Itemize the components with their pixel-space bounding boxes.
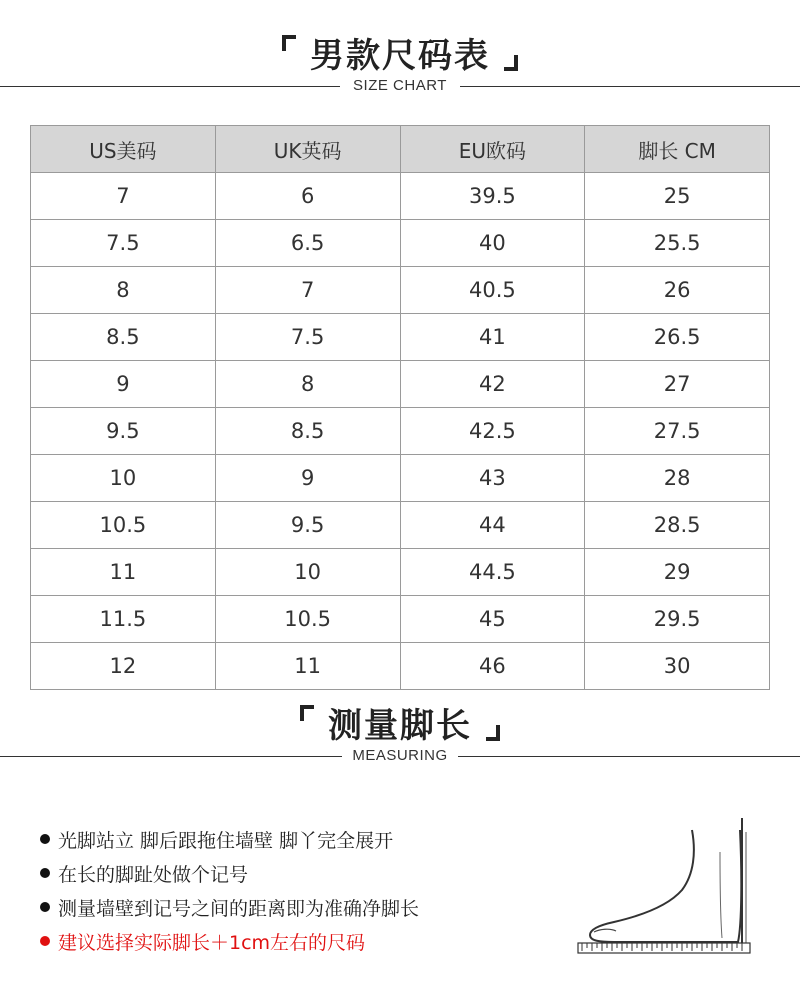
table-row	[31, 455, 770, 502]
size-chart-subtitle: SIZE CHART	[353, 77, 447, 94]
instruction-item	[40, 856, 580, 890]
bullet-dot-icon	[40, 834, 50, 844]
table-row	[31, 502, 770, 549]
table-row	[31, 267, 770, 314]
table-cell: 11	[31, 549, 216, 596]
table-row	[31, 173, 770, 220]
table-cell: 45	[400, 596, 585, 643]
table-cell: 40	[400, 220, 585, 267]
instruction-text: 在长的脚趾处做个记号	[58, 863, 249, 886]
table-header-row	[31, 126, 770, 173]
table-cell: 10.5	[215, 596, 400, 643]
instruction-item	[40, 890, 580, 924]
table-row	[31, 220, 770, 267]
table-cell: 7	[215, 267, 400, 314]
table-row	[31, 643, 770, 690]
measuring-subtitle: MEASURING	[352, 747, 448, 764]
table-cell: 6.5	[215, 220, 400, 267]
measuring-divider	[0, 747, 800, 767]
table-cell: 43	[400, 455, 585, 502]
table-row	[31, 361, 770, 408]
table-cell: 42.5	[400, 408, 585, 455]
size-chart-title: 男款尺码表	[310, 36, 490, 76]
header-eu: EU欧码	[400, 126, 585, 173]
table-cell: 40.5	[400, 267, 585, 314]
table-cell: 42	[400, 361, 585, 408]
header-foot-length: 脚长 CM	[585, 126, 770, 173]
table-cell: 7.5	[215, 314, 400, 361]
table-row	[31, 549, 770, 596]
corner-bracket-icon	[300, 705, 314, 721]
table-cell: 27	[585, 361, 770, 408]
table-cell: 29.5	[585, 596, 770, 643]
table-cell: 26.5	[585, 314, 770, 361]
table-cell: 8	[31, 267, 216, 314]
table-cell: 41	[400, 314, 585, 361]
table-cell: 30	[585, 643, 770, 690]
header-us: US美码	[31, 126, 216, 173]
measuring-title: 测量脚长	[328, 706, 472, 746]
instruction-text: 建议选择实际脚长＋1cm左右的尺码	[58, 931, 366, 954]
table-row	[31, 596, 770, 643]
table-cell: 25	[585, 173, 770, 220]
corner-bracket-icon	[504, 55, 518, 71]
table-cell: 7.5	[31, 220, 216, 267]
size-table	[30, 125, 770, 690]
table-cell: 9.5	[215, 502, 400, 549]
instruction-list	[40, 822, 580, 958]
bullet-dot-icon	[40, 868, 50, 878]
instruction-text: 光脚站立 脚后跟拖住墙壁 脚丫完全展开	[58, 829, 394, 852]
table-cell: 12	[31, 643, 216, 690]
table-cell: 6	[215, 173, 400, 220]
header-uk: UK英码	[215, 126, 400, 173]
foot-measure-icon	[570, 812, 760, 966]
table-cell: 39.5	[400, 173, 585, 220]
table-cell: 9	[31, 361, 216, 408]
table-cell: 44.5	[400, 549, 585, 596]
table-cell: 9	[215, 455, 400, 502]
table-row	[31, 314, 770, 361]
table-cell: 11	[215, 643, 400, 690]
table-cell: 10.5	[31, 502, 216, 549]
table-row	[31, 408, 770, 455]
instruction-text: 测量墙壁到记号之间的距离即为准确净脚长	[58, 897, 420, 920]
table-body	[31, 173, 770, 690]
table-cell: 26	[585, 267, 770, 314]
table-cell: 27.5	[585, 408, 770, 455]
table-cell: 25.5	[585, 220, 770, 267]
size-chart-heading	[0, 28, 800, 77]
table-cell: 46	[400, 643, 585, 690]
table-cell: 28.5	[585, 502, 770, 549]
table-cell: 7	[31, 173, 216, 220]
table-cell: 8.5	[215, 408, 400, 455]
measuring-heading	[0, 698, 800, 747]
bullet-dot-icon	[40, 902, 50, 912]
table-cell: 44	[400, 502, 585, 549]
corner-bracket-icon	[282, 35, 296, 51]
bullet-dot-icon	[40, 936, 50, 946]
instruction-item	[40, 822, 580, 856]
table-cell: 29	[585, 549, 770, 596]
table-cell: 10	[215, 549, 400, 596]
table-cell: 11.5	[31, 596, 216, 643]
size-chart-divider	[0, 77, 800, 97]
table-cell: 8	[215, 361, 400, 408]
corner-bracket-icon	[486, 725, 500, 741]
table-cell: 8.5	[31, 314, 216, 361]
instruction-item-highlight	[40, 924, 580, 958]
table-cell: 9.5	[31, 408, 216, 455]
table-cell: 28	[585, 455, 770, 502]
table-cell: 10	[31, 455, 216, 502]
